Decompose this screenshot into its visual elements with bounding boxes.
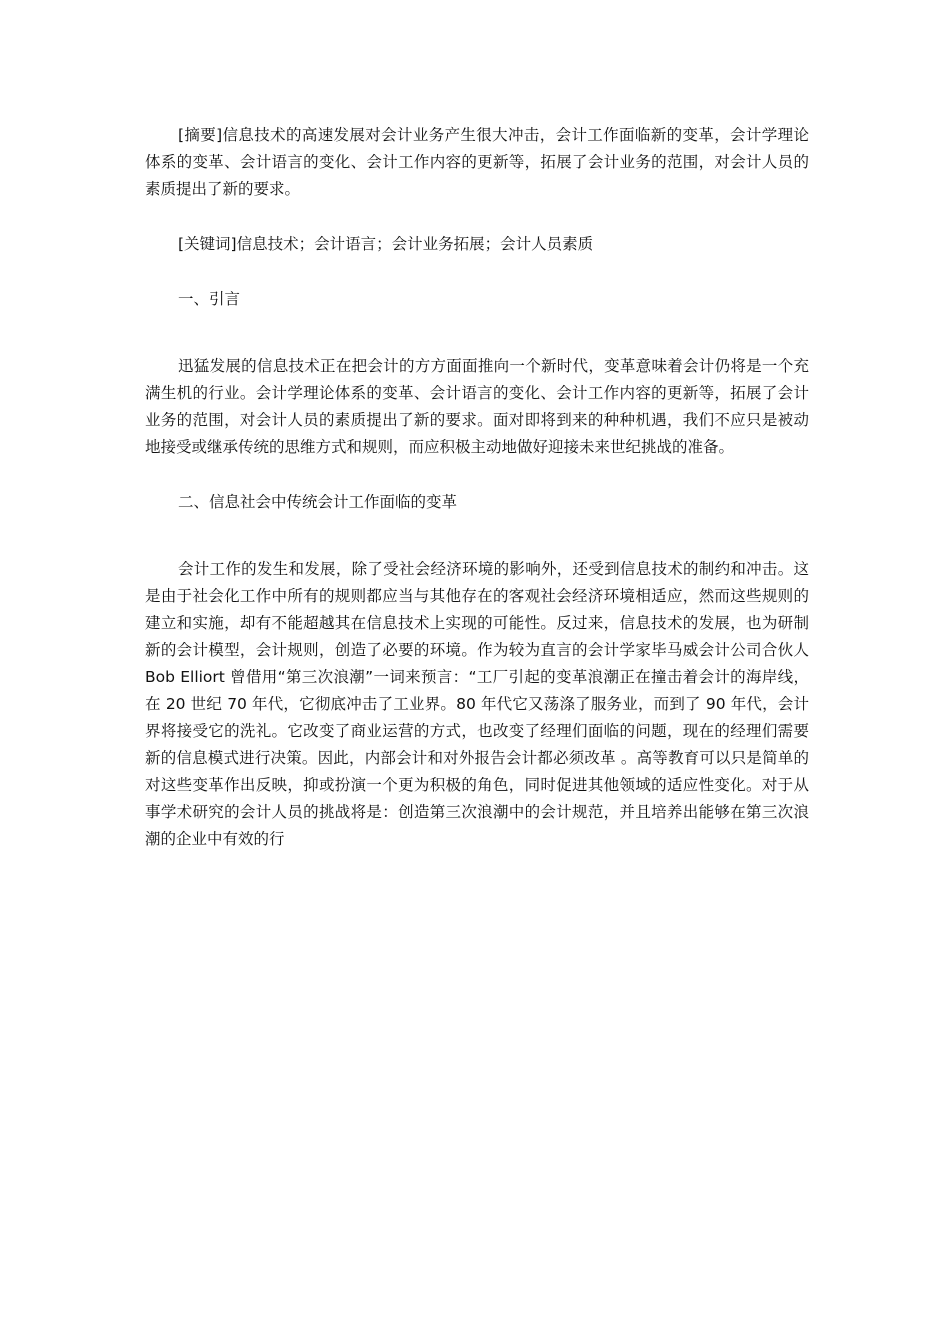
section-heading-changes: 二、信息社会中传统会计工作面临的变革 [178, 493, 458, 511]
keywords-paragraph: [关键词]信息技术；会计语言；会计业务拓展；会计人员素质 [178, 235, 594, 253]
introduction-paragraph: 迅猛发展的信息技术正在把会计的方方面面推向一个新时代，变革意味着会计仍将是一个充满生机的行业。会计学理论体系的变革、会计语言的变化、会计工作内容的更新等，拓展了会计业务的范围，对会计人员的素质提出了新的要求。面对即将到来的种种机遇，我们不应只是被动地接受或继承传统的思维方式和规则，而应积极主动地做好迎接未来世纪挑战的准备。 [145, 357, 809, 456]
document-page [145, 122, 809, 881]
changes-paragraph: 会计工作的发生和发展，除了受社会经济环境的影响外，还受到信息技术的制约和冲击。这是由于社会化工作中所有的规则都应当与其他存在的客观社会经济环境相适应，然而这些规则的建立和实施，却有不能超越其在信息技术上实现的可能性。反过来，信息技术的发展，也为研制新的会计模型，会计规则，创造了必要的环境。作为较为直言的会计学家毕马威会计公司合伙人 Bob Elliort 曾借用“第三次浪潮”一词来预言：“工厂引起的变革浪潮正在撞击着会计的海岸线，在 20 世纪 70 年代，它彻底冲击了工业界。80 年代它又荡涤了服务业，而到了 90 年代，会计界将接受它的洗礼。它改变了商业运营的方式，也改变了经理们面临的问题，现在的经理们需要新的信息模式进行决策。因此，内部会计和对外报告会计都必须改革 。高等教育可以只是简单的对这些变革作出反映，抑或扮演一个更为积极的角色，同时促进其他领域的适应性变化。对于从事学术研究的会计人员的挑战将是：创造第三次浪潮中的会计规范，并且培养出能够在第三次浪潮的企业中有效的行 [145, 560, 809, 848]
abstract-paragraph: [摘要]信息技术的高速发展对会计业务产生很大冲击，会计工作面临新的变革，会计学理论体系的变革、会计语言的变化、会计工作内容的更新等，拓展了会计业务的范围，对会计人员的素质提出了新的要求。 [145, 126, 809, 198]
section-heading-introduction: 一、引言 [178, 290, 241, 308]
